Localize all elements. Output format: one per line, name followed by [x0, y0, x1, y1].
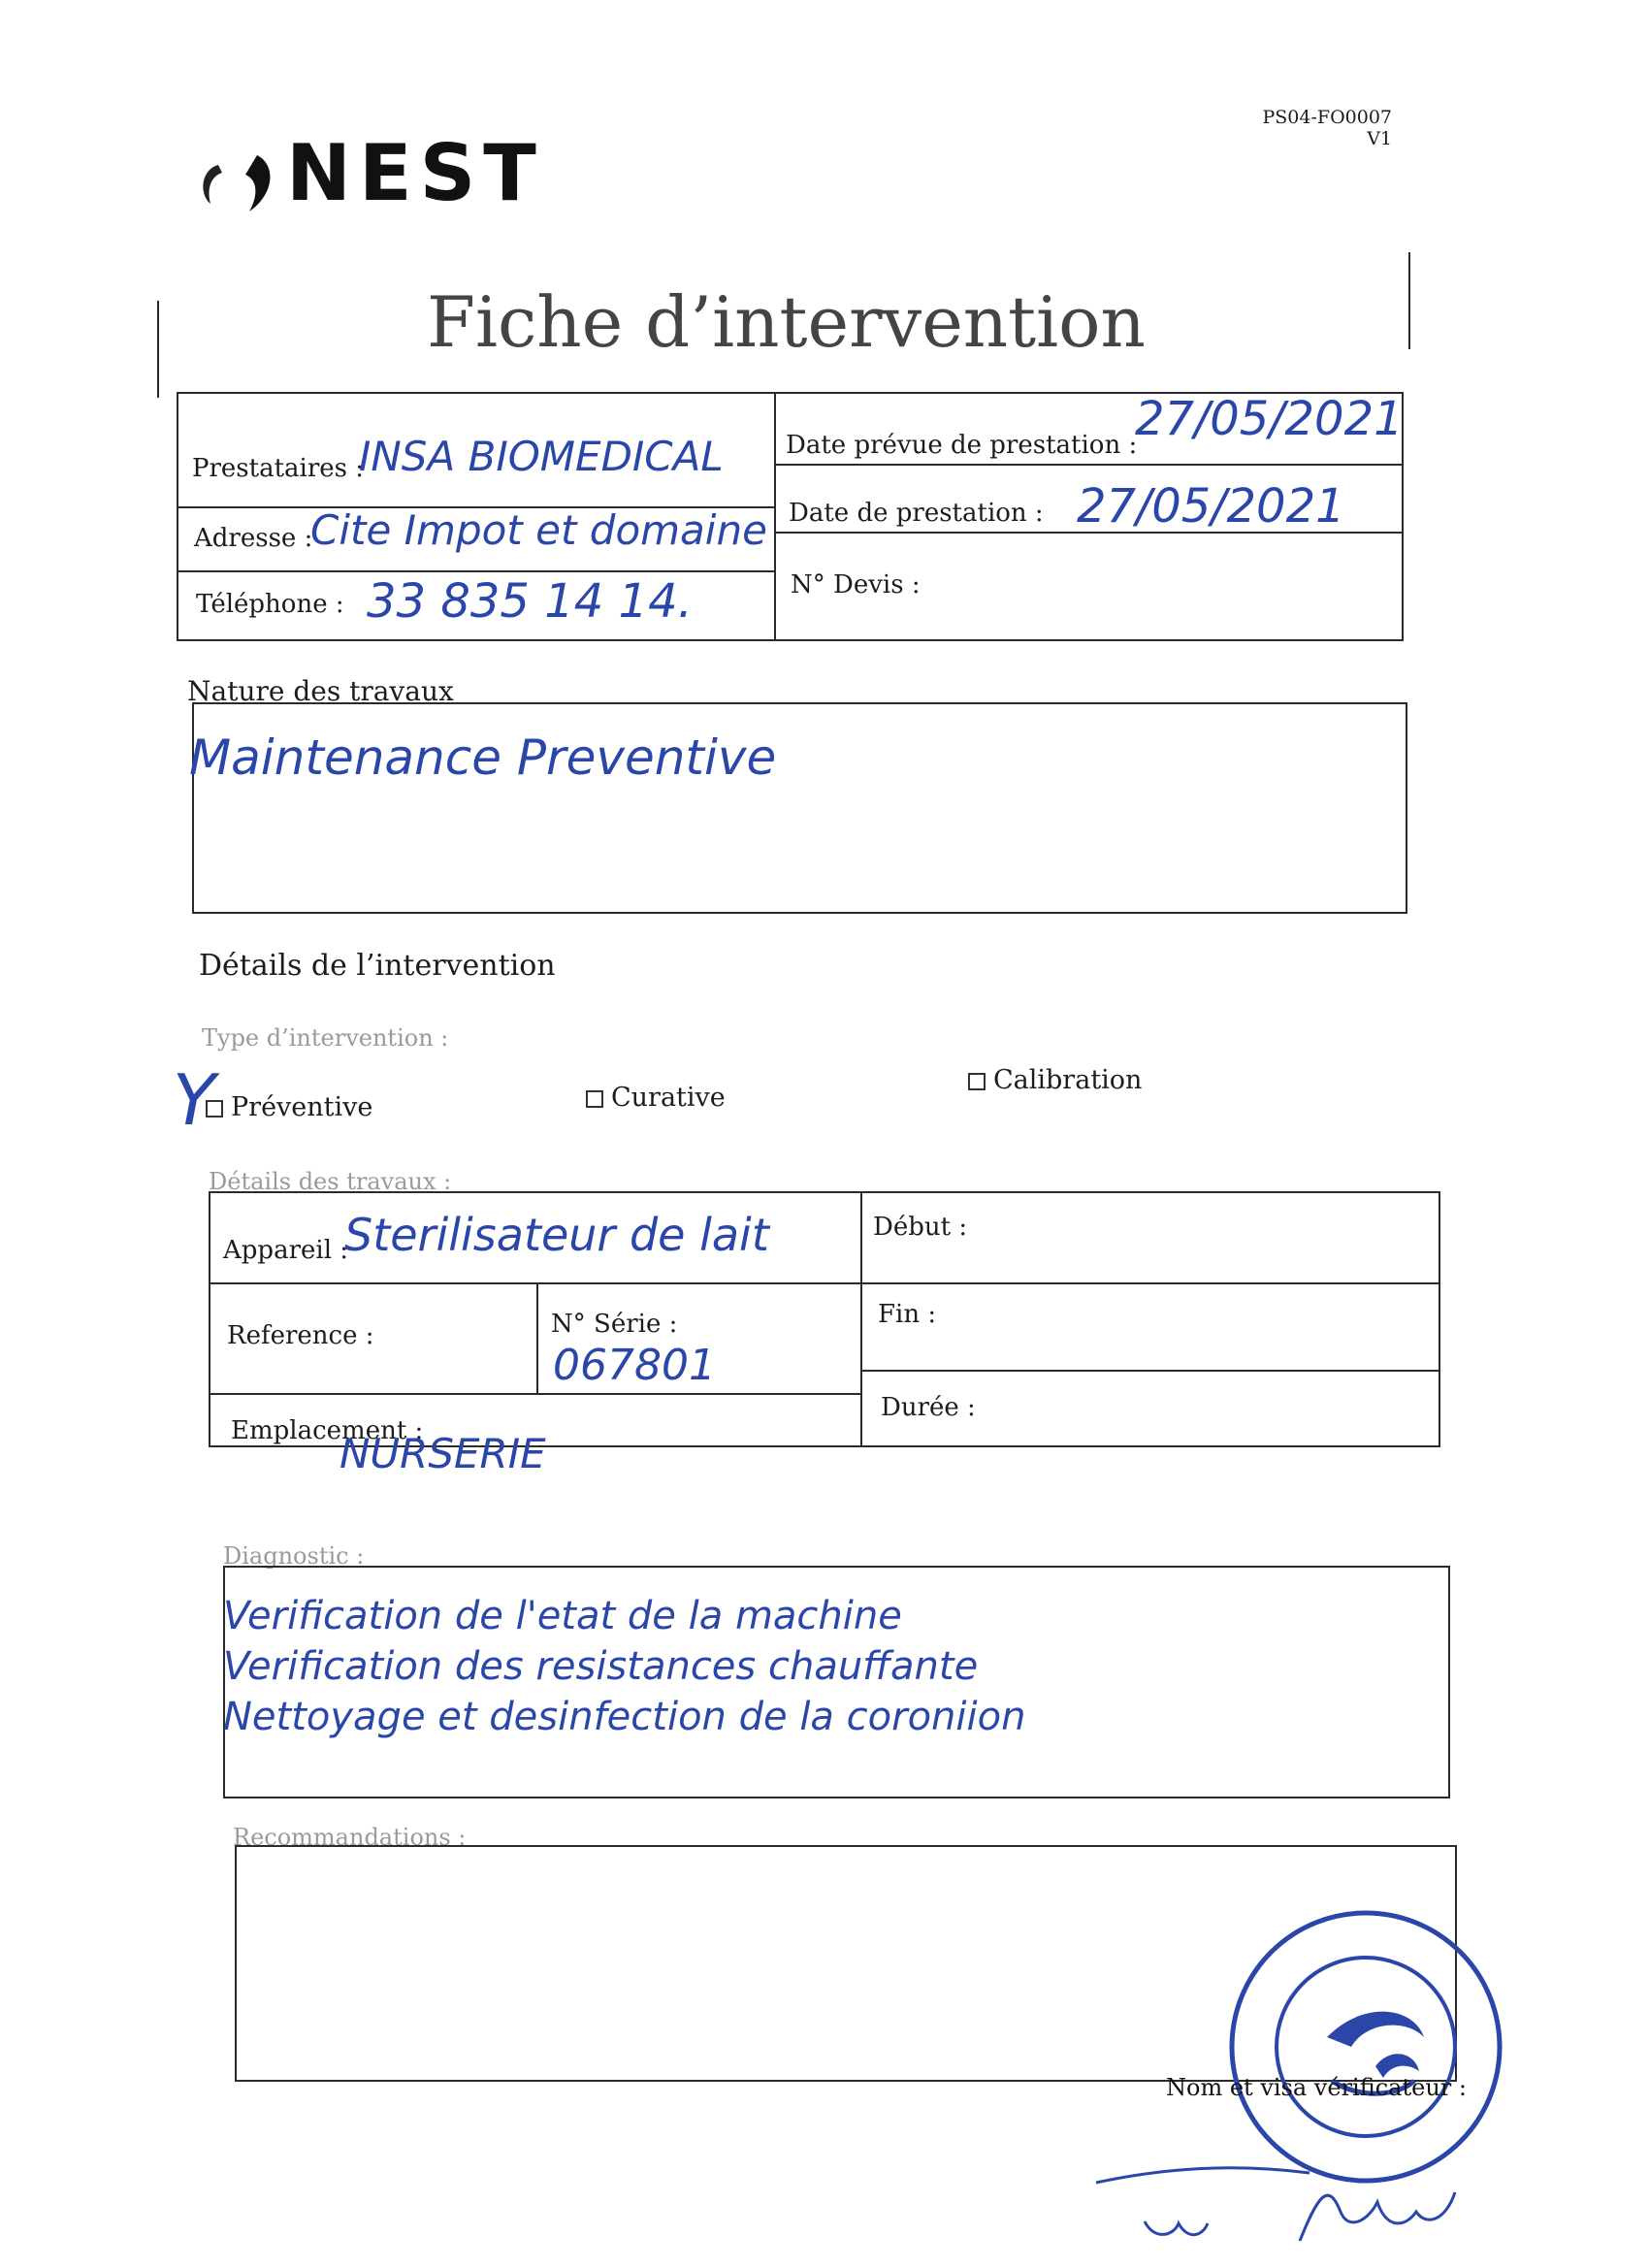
- type-preventive[interactable]: Préventive: [206, 1092, 372, 1122]
- signature-icon: [1086, 2134, 1552, 2260]
- adresse-value: Cite Impot et domaine: [310, 506, 767, 554]
- selected-mark: Y: [173, 1059, 215, 1141]
- details-heading: Détails de l’intervention: [199, 949, 556, 983]
- page-title: Fiche d’intervention: [427, 281, 1146, 363]
- date-prestation-value: 27/05/2021: [1077, 479, 1345, 534]
- type-calibration[interactable]: Calibration: [968, 1065, 1142, 1095]
- nature-value: Maintenance Preventive: [189, 729, 777, 786]
- diagnostic-lines: Verification de l'etat de la machine Verification des resistances chauffante Nettoyage et desinfection de la coroniion: [223, 1594, 1026, 1739]
- prestataires-value: INSA BIOMEDICAL: [359, 433, 724, 480]
- serie-value: 067801: [553, 1341, 716, 1390]
- type-curative[interactable]: Curative: [586, 1083, 726, 1113]
- doc-code: PS04-FO0007 V1: [1262, 107, 1392, 149]
- signature-label: Nom et visa vérificateur :: [1166, 2074, 1467, 2101]
- appareil-value: Sterilisateur de lait: [344, 1209, 769, 1261]
- emplacement-value: NURSERIE: [340, 1430, 546, 1477]
- nature-heading: Nature des travaux: [187, 675, 454, 707]
- nest-logo-icon: [189, 136, 276, 213]
- telephone-value: 33 835 14 14.: [367, 574, 693, 629]
- nest-logo: NEST: [189, 136, 276, 213]
- date-prevue-value: 27/05/2021: [1135, 392, 1404, 446]
